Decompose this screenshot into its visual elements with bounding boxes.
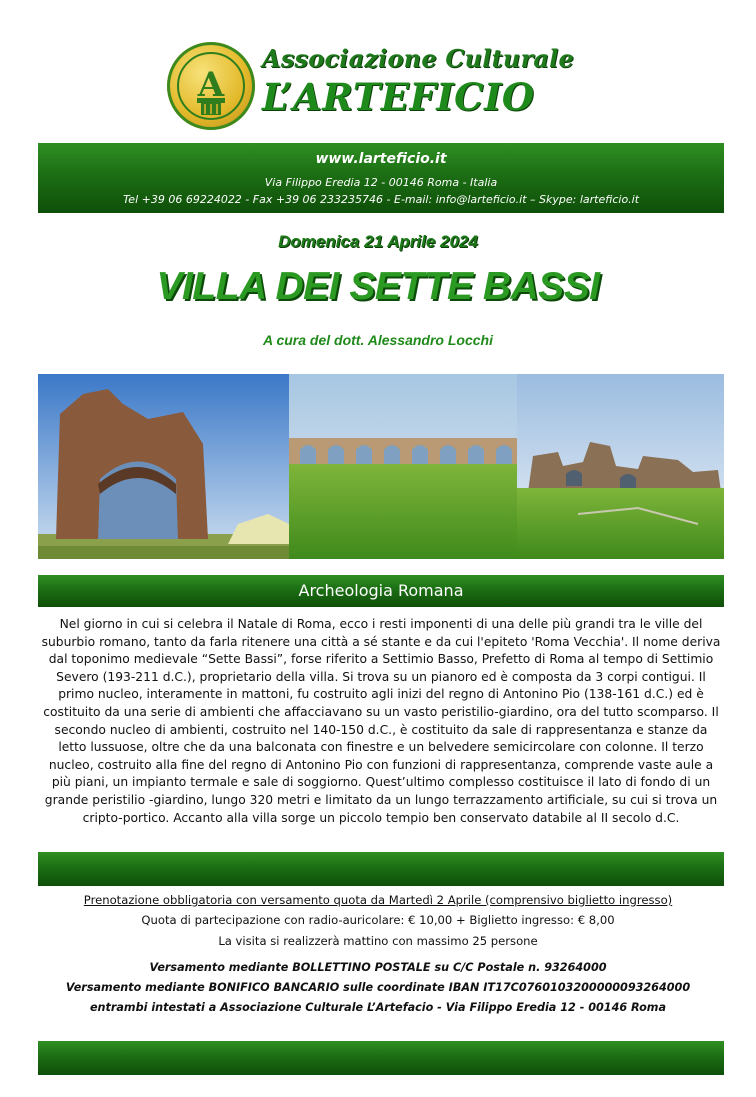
logo-emblem-icon <box>167 42 255 130</box>
contact-details: Tel +39 06 69224022 - Fax +39 06 233235746 - E-mail: info@larteficio.it – Skype: larteficio.it <box>122 193 640 206</box>
event-title: VILLA DEI SETTE BASSI <box>156 265 600 308</box>
photo-aqueduct <box>289 374 517 559</box>
website-link[interactable]: www.larteficio.it <box>315 151 447 167</box>
payment-bank: Versamento mediante BONIFICO BANCARIO sulle coordinate IBAN IT17C0760103200000093264000 <box>65 981 691 994</box>
section-title: Archeologia Romana <box>298 581 464 600</box>
description-paragraph: Nel giorno in cui si celebra il Natale di Roma, ecco i resti imponenti di una delle più grandi tra le ville del suburbio romano, tanto da farla ritenere una città a sé stante e da cui l'epiteto 'Roma Vecchia'. Il nome deriva dal toponimo medievale “Sette Bassi”, forse riferito a Settimio Basso, Prefetto di Roma al tempo di Settimio Severo (193-211 d.C.), proprietario della villa. Si trova su un pianoro ed è composta da 3 corpi contigui. Il primo nucleo, interamente in mattoni, fu costruito agli inizi del regno di Antonino Pio (138-161 d.C.) ed è costituito da una serie di ambienti che affacciavano su un vasto peristilio-giardino, ora del tutto scomparso. Il secondo nucleo di ambienti, costruito nel 140-150 d.C., è costituito da sale di rappresentanza e stanze da letto lussuose, oltre che da una balconata con finestre e un belvedere semicircolare con colonne. Il terzo nucleo, costruito alla fine del regno di Antonino Pio con funzioni di rappresentanza, comprende vaste aule a più piani, un impianto termale e sale di soggiorno. Quest’ultimo complesso costituisce il lato di fondo di un grande peristilio -giardino, lungo 320 metri e limitato da un lungo terrazzamento artificiale, su cui si trova un cripto-portico. Accanto alla villa sorge un piccolo tempio ben conservato databile al II secolo d.C. <box>41 617 721 825</box>
payment-beneficiary: entrambi intestati a Associazione Culturale L’Artefacio - Via Filippo Eredia 12 - 00146 Roma <box>89 1001 667 1014</box>
footer-banner <box>38 1041 724 1075</box>
logo <box>167 42 255 130</box>
booking-notice: Prenotazione obbligatoria con versamento quota da Martedì 2 Aprile (comprensivo biglietto ingresso) <box>83 893 673 907</box>
org-name-line1: Associazione Culturale <box>262 44 574 73</box>
event-date: Domenica 21 Aprile 2024 <box>278 232 478 251</box>
photo-ruin-arch <box>38 374 289 559</box>
booking-price: Quota di partecipazione con radio-auricolare: € 10,00 + Biglietto ingresso: € 8,00 <box>141 913 615 927</box>
event-curator: A cura del dott. Alessandro Locchi <box>262 332 493 348</box>
divider-banner <box>38 852 724 886</box>
org-name-line2: L’ARTEFICIO <box>262 75 535 119</box>
booking-capacity: La visita si realizzerà mattino con massimo 25 persone <box>218 934 538 948</box>
photo-strip <box>38 374 724 559</box>
section-banner <box>38 575 724 607</box>
address-text: Via Filippo Eredia 12 - 00146 Roma - Italia <box>264 176 498 189</box>
photo-villa-ruins <box>517 374 724 559</box>
contact-banner <box>38 143 724 213</box>
payment-postal: Versamento mediante BOLLETTINO POSTALE su C/C Postale n. 93264000 <box>149 961 607 974</box>
logo-letter: A <box>197 65 225 105</box>
